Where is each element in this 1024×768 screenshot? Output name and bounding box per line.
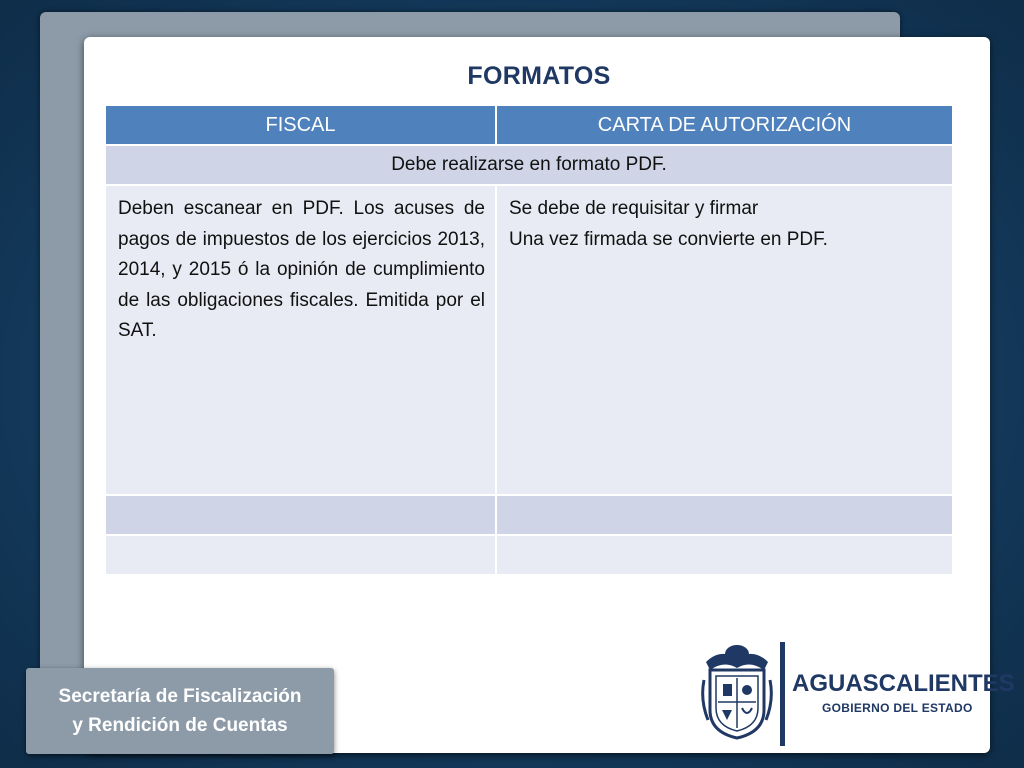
footer-secretaria-label [26,668,334,754]
carta-description-cell [496,185,953,495]
logo-subtitle: GOBIERNO DEL ESTADO [822,701,973,715]
carta-line: Se debe de requisitar y firmar [509,198,759,219]
header-fiscal: FISCAL [105,105,496,145]
fiscal-description-cell: Deben escanear en PDF. Los acuses de pagos de impuestos de los ejercicios 2013, 2014, y 2015 ó la opinión de cumplimiento de las obligaciones fiscales. Emitida por el SAT. [105,185,496,495]
footer-line: y Rendición de Cuentas [72,715,288,736]
table-row-empty [105,535,953,575]
table-header-row [105,105,953,145]
merged-cell-pdf-format: Debe realizarse en formato PDF. [105,145,953,185]
header-carta-autorizacion: CARTA DE AUTORIZACIÓN [496,105,953,145]
aguascalientes-logo [700,640,1015,750]
formats-table [104,104,954,576]
table-row [105,185,953,495]
footer-line: Secretaría de Fiscalización [58,686,302,707]
table-row [105,145,953,185]
logo-title: AGUASCALIENTES [792,670,1015,697]
logo-divider [780,642,785,746]
carta-line: Una vez firmada se convierte en PDF. [509,228,828,250]
table-row-empty [105,495,953,535]
empty-cell [105,535,496,575]
empty-cell [496,535,953,575]
slide-title: FORMATOS [467,62,611,90]
empty-cell [496,495,953,535]
empty-cell [105,495,496,535]
coat-of-arms-icon [700,640,774,740]
